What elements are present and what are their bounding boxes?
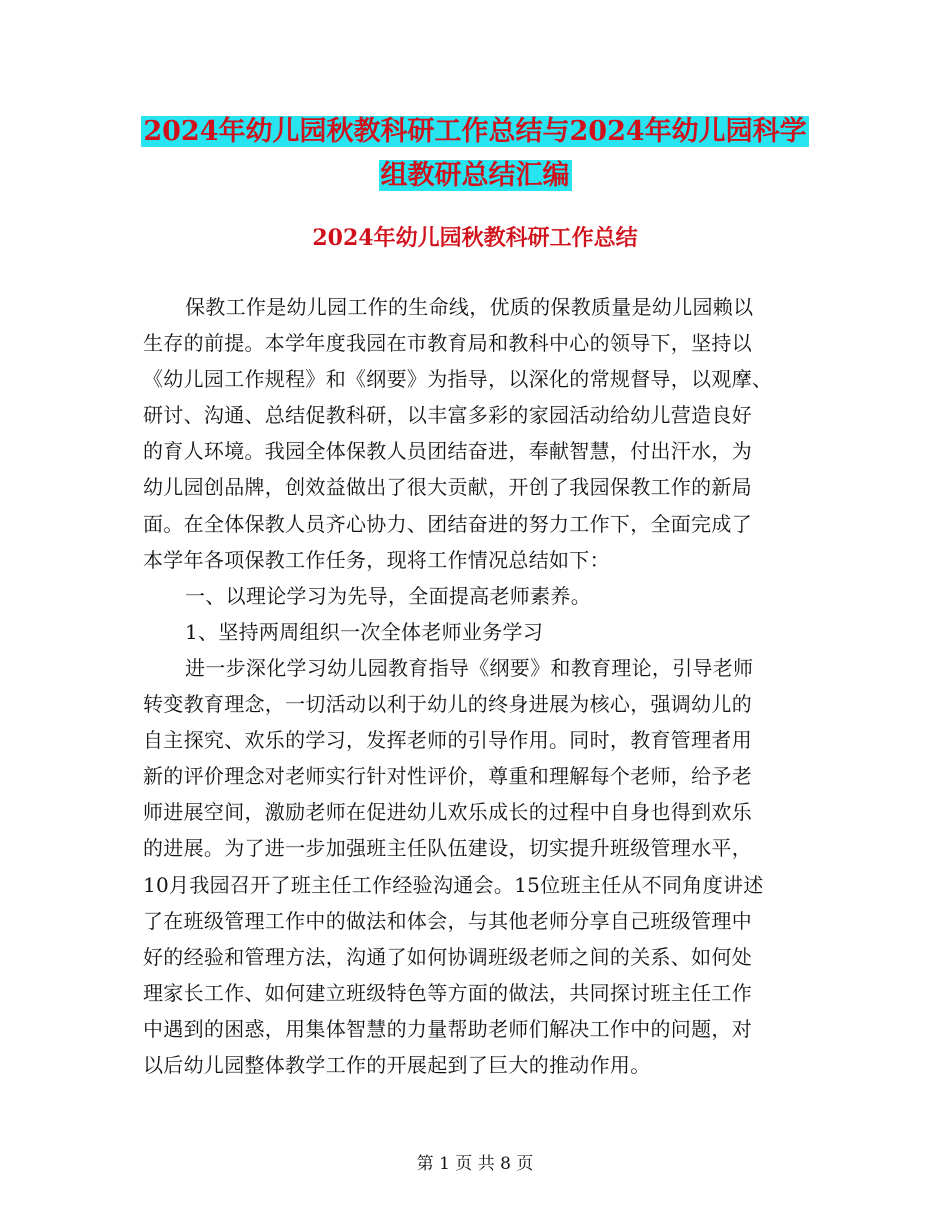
paragraph-line: 中遇到的困惑，用集体智慧的力量帮助老师们解决工作中的问题，对: [143, 1016, 752, 1041]
paragraph-line: 转变教育理念，一切活动以利于幼儿的终身进展为核心，强调幼儿的: [143, 692, 752, 717]
paragraph-line: 研讨、沟通、总结促教科研，以丰富多彩的家园活动给幼儿营造良好: [143, 403, 752, 428]
paragraph-line: 10月我园召开了班主任工作经验沟通会。15位班主任从不同角度讲述: [143, 872, 764, 897]
paragraph-line: 进一步深化学习幼儿园教育指导《纲要》和教育理论，引导老师: [185, 655, 754, 680]
subsection-heading-line: 1、坚持两周组织一次全体老师业务学习: [185, 619, 544, 644]
paragraph-line: 保教工作是幼儿园工作的生命线，优质的保教质量是幼儿园赖以: [185, 295, 754, 319]
paragraph-line: 本学年各项保教工作任务，现将工作情况总结如下：: [143, 547, 610, 572]
section-title: 2024年幼儿园秋教科研工作总结: [312, 225, 638, 251]
paragraph-line: 的育人环境。我园全体保教人员团结奋进，奉献智慧，付出汗水，为: [143, 439, 752, 464]
paragraph-line: 好的经验和管理方法，沟通了如何协调班级老师之间的关系、如何处: [143, 944, 752, 969]
document-title-line-1: [0, 108, 950, 156]
paragraph-line: 新的评价理念对老师实行针对性评价，尊重和理解每个老师，给予老: [143, 764, 752, 789]
body-text: [143, 289, 811, 1083]
paragraph-line: 自主探究、欢乐的学习，发挥老师的引导作用。同时，教育管理者用: [143, 728, 752, 753]
paragraph-line: 幼儿园创品牌，创效益做出了很大贡献，开创了我园保教工作的新局: [143, 475, 752, 500]
paragraph-line: 理家长工作、如何建立班级特色等方面的做法，共同探讨班主任工作: [143, 980, 752, 1005]
section-heading-line: 一、以理论学习为先导，全面提高老师素养。: [185, 583, 591, 608]
paragraph-line: 师进展空间，激励老师在促进幼儿欢乐成长的过程中自身也得到欢乐: [143, 800, 752, 825]
paragraph-line: 面。在全体保教人员齐心协力、团结奋进的努力工作下，全面完成了: [143, 511, 752, 536]
paragraph-line: 《幼儿园工作规程》和《纲要》为指导，以深化的常规督导，以观摩、: [143, 367, 773, 392]
paragraph-line: 以后幼儿园整体教学工作的开展起到了巨大的推动作用。: [143, 1052, 651, 1077]
title-highlight-2: 组教研总结汇编: [380, 160, 570, 191]
paragraph-line: 了在班级管理工作中的做法和体会，与其他老师分享自己班级管理中: [143, 908, 752, 933]
document-title-line-2: [0, 152, 950, 200]
paragraph-line: 生存的前提。本学年度我园在市教育局和教科中心的领导下，坚持以: [143, 331, 752, 356]
paragraph-line: 的进展。为了进一步加强班主任队伍建设，切实提升班级管理水平，: [143, 836, 752, 861]
page-footer: 第 1 页 共 8 页: [416, 1154, 534, 1174]
title-highlight-1: 2024年幼儿园秋教科研工作总结与2024年幼儿园科学: [143, 116, 807, 147]
